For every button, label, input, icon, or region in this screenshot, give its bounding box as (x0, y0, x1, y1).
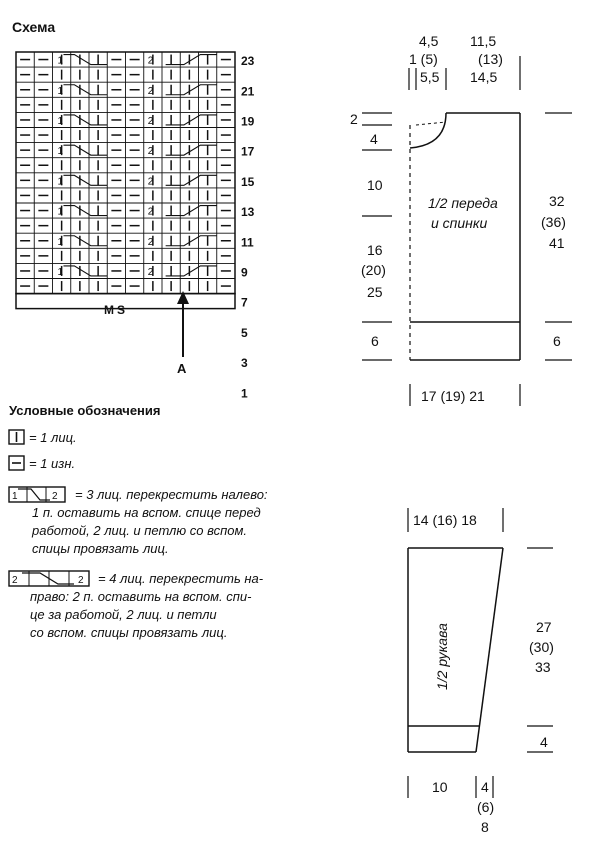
body-top-dim-3: 1 (5) (409, 51, 438, 67)
row-number: 1 (241, 386, 248, 401)
body-left-dim-side-1: 16 (367, 242, 383, 258)
row-number: 11 (241, 235, 254, 250)
body-right-dim-3: 41 (549, 235, 565, 251)
row-number: 3 (241, 356, 248, 371)
legend-cross4-desc-2: це за работой, 2 лиц. и петли (30, 607, 217, 622)
cross-label-right: 2 (147, 206, 154, 218)
chart-title: Схема (12, 19, 56, 35)
cross-label-right: 2 (147, 115, 154, 127)
row-number: 15 (241, 174, 255, 189)
body-left-dim-side-2: (20) (361, 262, 386, 278)
cross-label-left: 1 (57, 176, 64, 188)
cross-label-right: 2 (147, 236, 154, 248)
body-top-dim-1: 4,5 (419, 33, 439, 49)
svg-text:2: 2 (12, 575, 18, 586)
row-number: 17 (241, 144, 255, 159)
body-right-dim-1: 32 (549, 193, 565, 209)
body-top-dim-5: 5,5 (420, 69, 440, 85)
legend-purl-text: = 1 изн. (29, 456, 76, 471)
body-left-dim-armhole-top: 4 (370, 131, 378, 147)
sleeve-bottom-dim-2: 4 (481, 779, 489, 795)
row-number: 21 (241, 84, 255, 99)
body-left-dim-rib: 6 (371, 333, 379, 349)
cross-label-right: 2 (147, 176, 154, 188)
sleeve-label: 1/2 рукава (434, 623, 450, 690)
cross-label-right: 2 (147, 146, 154, 158)
cross-label-left: 1 (57, 236, 64, 248)
body-bottom-dim: 17 (19) 21 (421, 388, 485, 404)
legend-cross4-text: = 4 лиц. перекрестить на- (98, 571, 264, 586)
body-top-dim-4: (13) (478, 51, 503, 67)
ms-label: MS (104, 303, 128, 317)
stitch-chart-grid (16, 52, 255, 400)
row-number: 13 (241, 205, 255, 220)
cross-right-4-symbol-icon (9, 571, 89, 586)
sleeve-pattern (408, 508, 554, 835)
sleeve-right-dim-rib: 4 (540, 734, 548, 750)
row-number: 7 (241, 295, 248, 310)
arrow-label: A (177, 361, 187, 376)
sleeve-right-dim-3: 33 (535, 659, 551, 675)
legend-cross3-desc-3: спицы провязать лиц. (32, 541, 169, 556)
cross-label-left: 1 (57, 55, 64, 67)
body-right-dim-rib: 6 (553, 333, 561, 349)
body-left-dim-neck: 2 (350, 111, 358, 127)
cross-label-right: 2 (147, 55, 154, 67)
sleeve-top-dim: 14 (16) 18 (413, 512, 477, 528)
cross-label-left: 1 (57, 266, 64, 278)
sleeve-bottom-dim-4: 8 (481, 819, 489, 835)
body-left-dim-side-3: 25 (367, 284, 383, 300)
svg-text:2: 2 (78, 575, 84, 586)
body-right-dim-2: (36) (541, 214, 566, 230)
legend-title: Условные обозначения (9, 403, 161, 418)
svg-text:2: 2 (52, 491, 58, 502)
cross-label-left: 1 (57, 206, 64, 218)
legend-cross3-text: = 3 лиц. перекрестить налево: (75, 487, 268, 502)
row-number: 5 (241, 325, 248, 340)
row-number: 9 (241, 265, 248, 280)
cross-label-left: 1 (57, 85, 64, 97)
legend-cross3-desc-1: 1 п. оставить на вспом. спице перед (32, 505, 261, 520)
cross-label-right: 2 (147, 266, 154, 278)
body-top-dim-6: 14,5 (470, 69, 498, 85)
body-label-1: 1/2 переда (428, 195, 498, 211)
body-top-dim-2: 11,5 (470, 33, 497, 49)
row-number: 23 (241, 54, 255, 69)
row-number: 19 (241, 114, 255, 129)
legend-cross3-desc-2: работой, 2 лиц. и петлю со вспом. (32, 523, 248, 538)
svg-text:1: 1 (12, 491, 18, 502)
cross-label-left: 1 (57, 146, 64, 158)
body-pattern (350, 33, 572, 406)
cross-label-left: 1 (57, 115, 64, 127)
cross-left-3-symbol-icon (9, 487, 65, 502)
body-label-2: и спинки (431, 215, 488, 231)
sleeve-right-dim-1: 27 (536, 619, 552, 635)
sleeve-bottom-dim-3: (6) (477, 799, 495, 815)
body-left-dim-armhole: 10 (367, 177, 383, 193)
legend-cross4-desc-1: право: 2 п. оставить на вспом. спи- (30, 589, 252, 604)
sleeve-bottom-dim-1: 10 (432, 779, 448, 795)
sleeve-right-dim-2: (30) (529, 639, 554, 655)
legend-knit-text: = 1 лиц. (29, 430, 77, 445)
legend-cross4-desc-3: со вспом. спицы провязать лиц. (30, 625, 228, 640)
cross-label-right: 2 (147, 85, 154, 97)
